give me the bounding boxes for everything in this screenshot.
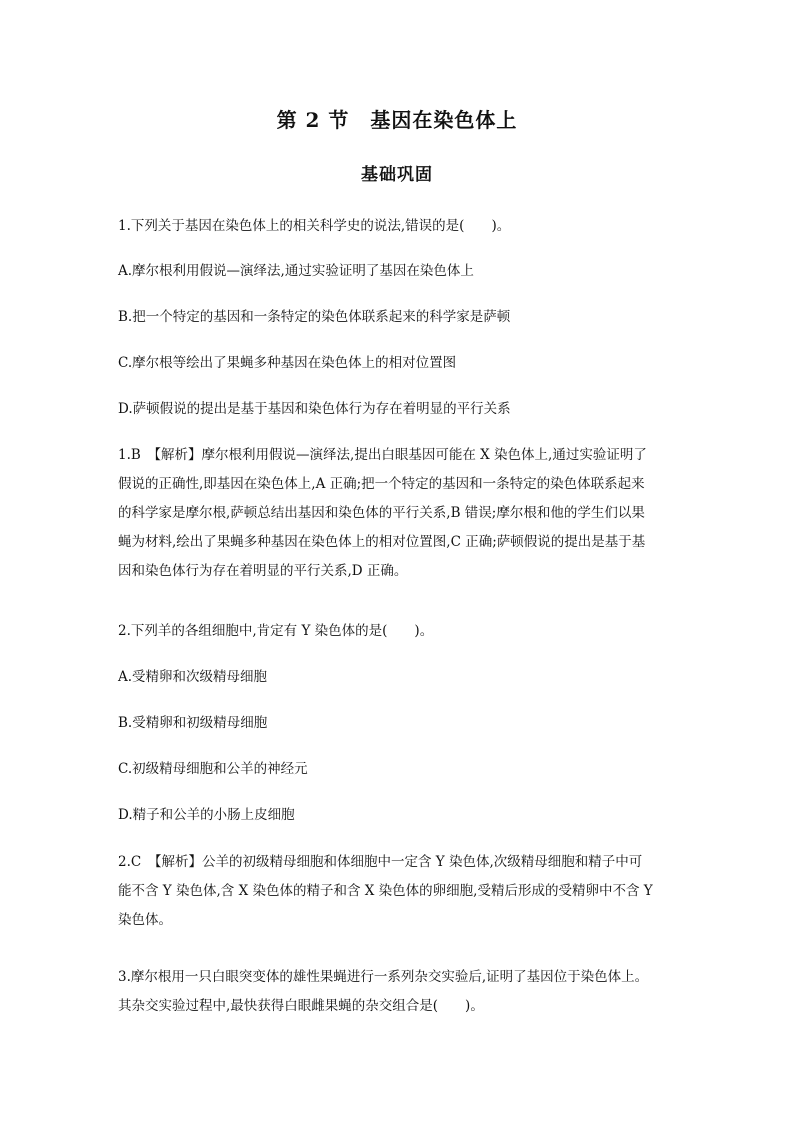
answer-line: 染色体。 (118, 912, 172, 928)
question-3-stem (118, 963, 678, 1021)
answer-line: 蝇为材料,绘出了果蝇多种基因在染色体上的相对位置图,C 正确;萨顿假说的提出是基于基 (118, 534, 646, 550)
answer-line: 能不含 Y 染色体,含 X 染色体的精子和含 X 染色体的卵细胞,受精后形成的受精卵中不含 Y (118, 883, 653, 899)
section-title: 基础巩固 (361, 165, 433, 185)
question-2-stem: 2.下列羊的各组细胞中,肯定有 Y 染色体的是( )。 (118, 623, 434, 639)
question-2-option-c: C.初级精母细胞和公羊的神经元 (118, 761, 308, 777)
question-1-option-a: A.摩尔根利用假说—演绎法,通过实验证明了基因在染色体上 (118, 263, 474, 279)
question-line: 其杂交实验过程中,最快获得白眼雌果蝇的杂交组合是( )。 (118, 998, 484, 1014)
question-2-option-a: A.受精卵和次级精母细胞 (118, 669, 268, 685)
answer-line: 的科学家是摩尔根,萨顿总结出基因和染色体的平行关系,B 错误;摩尔根和他的学生们以果 (118, 505, 645, 521)
question-2-answer (118, 848, 678, 935)
question-1-option-d: D.萨顿假说的提出是基于基因和染色体行为存在着明显的平行关系 (118, 401, 511, 417)
question-1-answer (118, 441, 678, 586)
answer-line: 2.C 【解析】公羊的初级精母细胞和体细胞中一定含 Y 染色体,次级精母细胞和精子中可 (118, 854, 643, 870)
answer-line: 因和染色体行为存在着明显的平行关系,D 正确。 (118, 563, 408, 579)
question-1-stem: 1.下列关于基因在染色体上的相关科学史的说法,错误的是( )。 (118, 218, 511, 234)
answer-line: 1.B 【解析】摩尔根利用假说—演绎法,提出白眼基因可能在 X 染色体上,通过实验证明了 (118, 447, 647, 463)
page-title: 第 2 节 基因在染色体上 (276, 108, 518, 132)
question-2-option-b: B.受精卵和初级精母细胞 (118, 715, 268, 731)
question-1-option-c: C.摩尔根等绘出了果蝇多种基因在染色体上的相对位置图 (118, 355, 457, 371)
question-line: 3.摩尔根用一只白眼突变体的雄性果蝇进行一系列杂交实验后,证明了基因位于染色体上。 (118, 969, 649, 985)
question-2-option-d: D.精子和公羊的小肠上皮细胞 (118, 807, 295, 823)
answer-line: 假说的正确性,即基因在染色体上,A 正确;把一个特定的基因和一条特定的染色体联系起来 (118, 476, 645, 492)
question-1-option-b: B.把一个特定的基因和一条特定的染色体联系起来的科学家是萨顿 (118, 309, 511, 325)
